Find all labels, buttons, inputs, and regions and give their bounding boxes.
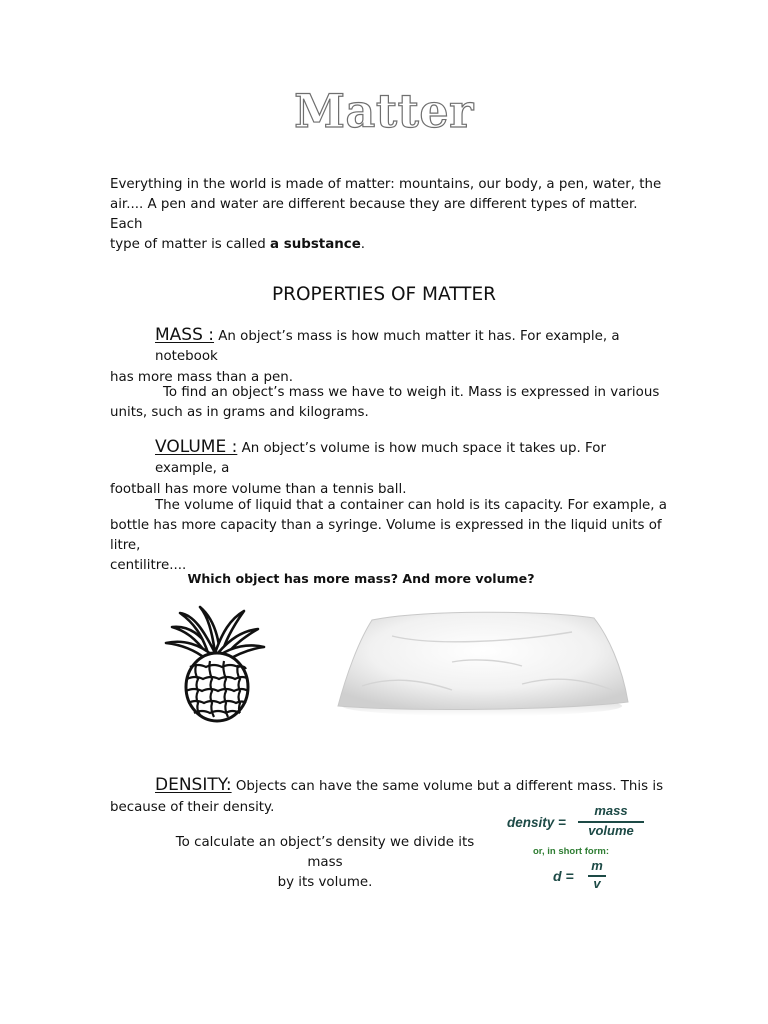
formula-denominator: volume [588,823,634,838]
volume-line-1 [110,437,670,479]
section-heading: PROPERTIES OF MATTER [271,284,497,305]
intro-line-3-end: . [360,237,366,252]
capacity-line-3: centilitre.... [110,558,187,573]
mass-definition: An object’s mass is how much matter it has. For example, a notebook [155,329,620,364]
mass-term: MASS : [155,325,215,345]
short-form-label: or, in short form: [533,846,609,857]
mass-weigh-line-2: units, such as in grams and kilograms. [110,405,369,420]
mass-paragraph [110,325,670,388]
volume-term: VOLUME : [155,437,238,457]
density-calc-paragraph [160,833,490,893]
density-calc-line-2: by its volume. [277,875,373,890]
substance-term: a substance [270,237,361,252]
volume-paragraph [110,437,670,500]
intro-line-3-text: type of matter is called [110,237,271,252]
density-line-2: because of their density. [110,800,275,815]
mass-line-2: has more mass than a pen. [110,370,293,385]
mass-volume-question: Which object has more mass? And more volume? [187,571,535,586]
intro-line-1: Everything in the world is made of matter: mountains, our body, a pen, water, the [110,177,662,192]
intro-paragraph [110,175,670,255]
short-formula-lhs: d = [553,868,574,884]
density-formula [500,802,650,897]
formula-numerator: mass [594,803,628,818]
density-calc-line-1: To calculate an object’s density we divide its mass [175,835,475,870]
volume-definition: An object’s volume is how much space it takes up. For example, a [155,441,606,476]
pillow-image [332,606,632,718]
intro-line-2: air.... A pen and water are different because they are different types of matter. Each [110,197,638,232]
density-line-1 [110,775,670,797]
pineapple-image [160,605,270,725]
density-definition: Objects can have the same volume but a different mass. This is [231,779,664,794]
formula-lhs: density = [507,815,566,830]
capacity-line-1: The volume of liquid that a container can hold is its capacity. For example, a [155,498,668,513]
mass-weigh-paragraph [110,383,670,423]
short-formula-numerator: m [591,858,603,873]
density-term: DENSITY: [155,775,232,795]
intro-line-3 [110,235,670,255]
capacity-paragraph [110,496,670,576]
mass-line-1 [110,325,670,367]
volume-line-2: football has more volume than a tennis ball. [110,482,407,497]
page-title: Matter [294,84,474,138]
mass-weigh-line-1: To find an object’s mass we have to weigh it. Mass is expressed in various [163,385,660,400]
short-formula-denominator: v [593,876,601,891]
capacity-line-2: bottle has more capacity than a syringe. Volume is expressed in the liquid units of litre, [110,518,662,553]
